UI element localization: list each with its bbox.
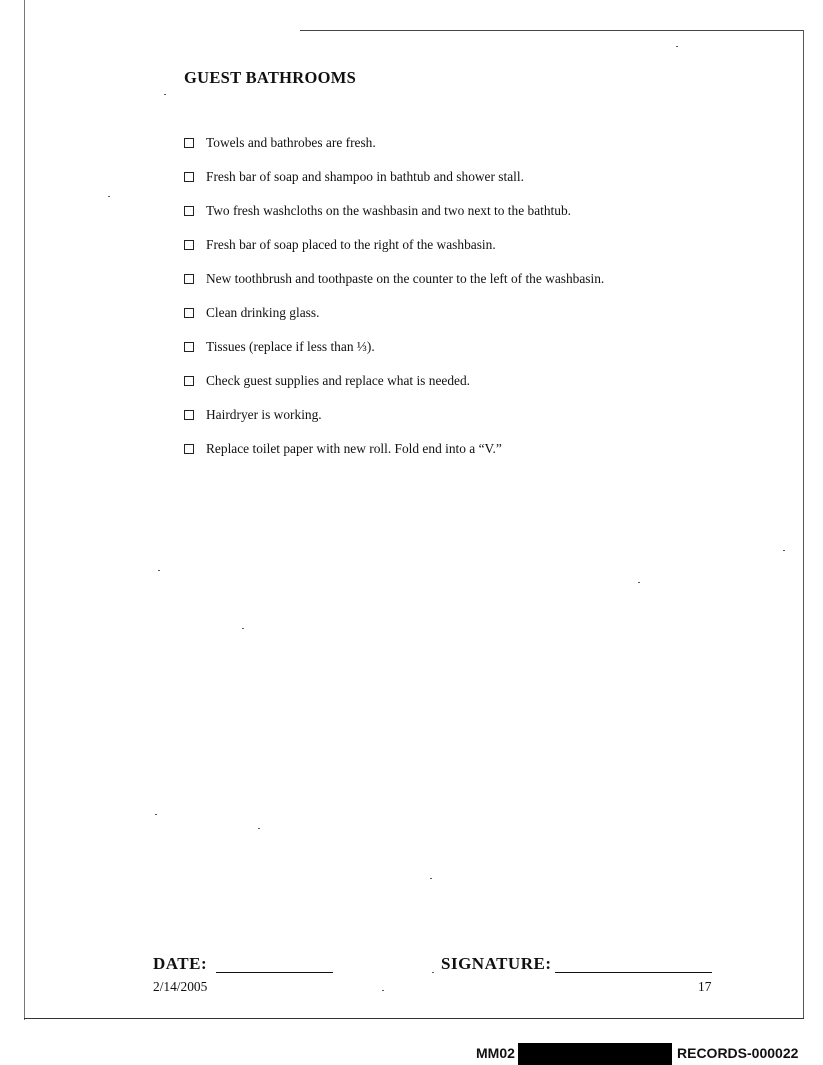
bates-number: RECORDS-000022 [677, 1045, 799, 1061]
page-border-top [300, 30, 804, 31]
scan-speck [676, 46, 678, 47]
scan-speck [382, 990, 384, 991]
bates-stamp [0, 1045, 823, 1065]
checklist-item-text: Two fresh washcloths on the washbasin and two next to the bathtub. [206, 203, 572, 218]
checklist-item [182, 432, 604, 466]
checkbox-icon [184, 274, 194, 284]
checklist-item [182, 126, 604, 160]
scan-speck [432, 972, 434, 973]
page-number: 17 [698, 979, 712, 994]
scan-speck [158, 570, 160, 571]
scan-speck [638, 582, 640, 583]
checkbox-icon [184, 138, 194, 148]
checkbox-icon [184, 308, 194, 318]
checkbox-icon [184, 444, 194, 454]
checklist-item-text: Check guest supplies and replace what is needed. [206, 373, 471, 388]
checklist-item-text: Tissues (replace if less than ⅓). [206, 339, 375, 354]
section-title: GUEST BATHROOMS [184, 68, 357, 87]
checklist-item [182, 194, 604, 228]
signature-footer [153, 954, 713, 978]
scan-speck [783, 550, 785, 551]
checklist-item-text: Hairdryer is working. [206, 407, 322, 422]
page-border-right [803, 30, 804, 1018]
scan-speck [164, 94, 166, 95]
checklist-item [182, 262, 604, 296]
checklist-item [182, 160, 604, 194]
scan-speck [242, 628, 244, 629]
checkbox-icon [184, 376, 194, 386]
bates-prefix: MM02 [476, 1045, 515, 1061]
page-border-bottom [24, 1018, 804, 1019]
checklist-item-text: Fresh bar of soap placed to the right of the washbasin. [206, 237, 496, 252]
checklist-item-text: Replace toilet paper with new roll. Fold end into a “V.” [206, 441, 502, 456]
checklist-item-text: Clean drinking glass. [206, 305, 320, 320]
checkbox-icon [184, 172, 194, 182]
checklist-item-text: Fresh bar of soap and shampoo in bathtub and shower stall. [206, 169, 524, 184]
checkbox-icon [184, 342, 194, 352]
checklist [182, 126, 604, 466]
checklist-item [182, 296, 604, 330]
checkbox-icon [184, 240, 194, 250]
scan-speck [108, 196, 110, 197]
scan-speck [155, 814, 157, 815]
page-border-left [24, 0, 25, 1020]
checklist-item-text: New toothbrush and toothpaste on the counter to the left of the washbasin. [206, 271, 605, 286]
date-field-line [216, 972, 333, 973]
scan-speck [430, 878, 432, 879]
checkbox-icon [184, 206, 194, 216]
checklist-item [182, 228, 604, 262]
checklist-item [182, 364, 604, 398]
date-label: DATE: [153, 954, 208, 973]
document-date: 2/14/2005 [153, 979, 208, 994]
checklist-item [182, 330, 604, 364]
checklist-item-text: Towels and bathrobes are fresh. [206, 135, 376, 150]
signature-field-line [555, 972, 712, 973]
redaction-bar [518, 1043, 672, 1065]
signature-label: SIGNATURE: [441, 954, 552, 973]
checkbox-icon [184, 410, 194, 420]
scan-speck [258, 828, 260, 829]
checklist-item [182, 398, 604, 432]
